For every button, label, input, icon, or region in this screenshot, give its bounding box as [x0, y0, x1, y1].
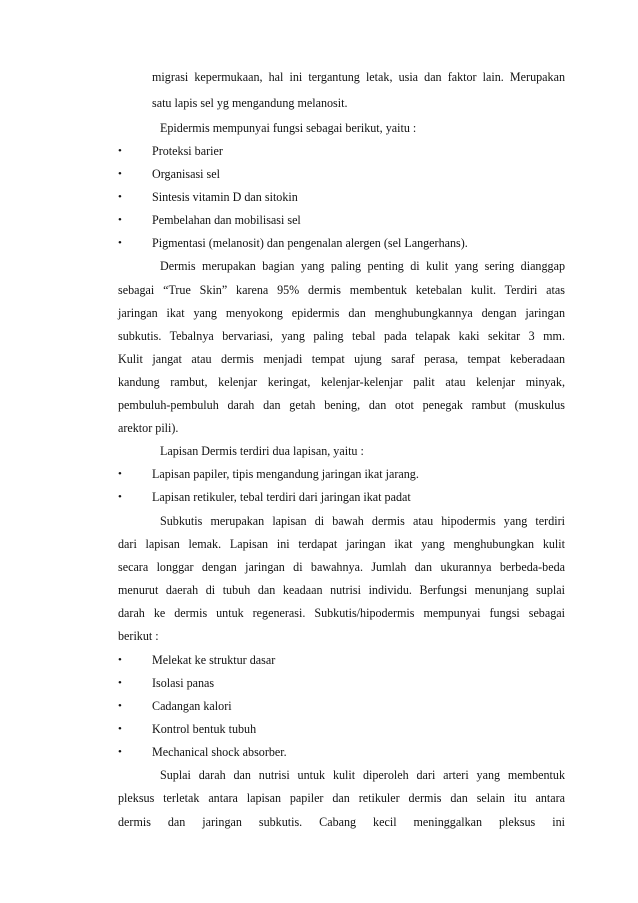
- paragraph-line: Dermis merupakan bagian yang paling penting di kulit yang sering dianggap: [160, 259, 565, 273]
- paragraph-line: Suplai darah dan nutrisi untuk kulit diperoleh dari arteri yang membentuk: [160, 768, 565, 782]
- list-item: Melekat ke struktur dasar: [152, 653, 276, 667]
- paragraph-line: arektor pili).: [118, 421, 179, 435]
- paragraph-line: dermis dan jaringan subkutis. Cabang kecil meninggalkan pleksus ini: [118, 815, 565, 829]
- bullet-icon: [118, 467, 128, 481]
- list-item: Lapisan retikuler, tebal terdiri dari jaringan ikat padat: [152, 490, 411, 504]
- paragraph-line: sebagai “True Skin” karena 95% dermis membentuk ketebalan kulit. Terdiri atas: [118, 283, 565, 297]
- list-item: Pembelahan dan mobilisasi sel: [152, 213, 301, 227]
- bullet-icon: [118, 699, 128, 713]
- bullet-icon: [118, 676, 128, 690]
- paragraph-line: kandung rambut, kelenjar keringat, kelenjar-kelenjar palit atau kelenjar minyak,: [118, 375, 565, 389]
- paragraph-line: pleksus terletak antara lapisan papiler dan retikuler dermis dan selain itu antara: [118, 791, 565, 805]
- bullet-icon: [118, 190, 128, 204]
- list-item: Isolasi panas: [152, 676, 215, 690]
- paragraph-line: pembuluh-pembuluh darah dan getah bening, dan otot penegak rambut (muskulus: [118, 398, 565, 412]
- bullet-icon: [118, 213, 128, 227]
- bullet-icon: [118, 144, 128, 158]
- paragraph-line: subkutis. Tebalnya bervariasi, yang paling tebal pada telapak kaki sekitar 3 mm.: [118, 329, 565, 343]
- bullet-icon: [118, 236, 128, 250]
- list-item: Sintesis vitamin D dan sitokin: [152, 190, 298, 204]
- dermis-layers-intro: Lapisan Dermis terdiri dua lapisan, yaitu :: [160, 444, 364, 458]
- list-item: Organisasi sel: [152, 167, 220, 181]
- bullet-icon: [118, 490, 128, 504]
- bullet-icon: [118, 167, 128, 181]
- paragraph-line: Kulit jangat atau dermis menjadi tempat ujung saraf perasa, tempat keberadaan: [118, 352, 565, 366]
- list-item: Pigmentasi (melanosit) dan pengenalan alergen (sel Langerhans).: [152, 236, 468, 250]
- paragraph-line: secara longgar dengan jaringan di bawahnya. Jumlah dan ukurannya berbeda-beda: [118, 560, 565, 574]
- paragraph-line: Subkutis merupakan lapisan di bawah dermis atau hipodermis yang terdiri: [160, 514, 565, 528]
- paragraph-line: dari lapisan lemak. Lapisan ini terdapat jaringan ikat yang menghubungkan kulit: [118, 537, 565, 551]
- bullet-icon: [118, 722, 128, 736]
- paragraph-line: berikut :: [118, 629, 159, 643]
- intro-line-1: migrasi kepermukaan, hal ini tergantung letak, usia dan faktor lain. Merupakan: [152, 70, 565, 84]
- list-item: Lapisan papiler, tipis mengandung jaringan ikat jarang.: [152, 467, 419, 481]
- list-item: Proteksi barier: [152, 144, 223, 158]
- list-item: Kontrol bentuk tubuh: [152, 722, 257, 736]
- paragraph-line: jaringan ikat yang menyokong epidermis dan menghubungkannya dengan jaringan: [118, 306, 565, 320]
- bullet-icon: [118, 653, 128, 667]
- paragraph-line: menurut daerah di tubuh dan keadaan nutrisi individu. Berfungsi menunjang suplai: [118, 583, 565, 597]
- paragraph-line: darah ke dermis untuk regenerasi. Subkutis/hipodermis mempunyai fungsi sebagai: [118, 606, 565, 620]
- list-item: Mechanical shock absorber.: [152, 745, 287, 759]
- list-item: Cadangan kalori: [152, 699, 232, 713]
- bullet-icon: [118, 745, 128, 759]
- intro-line-2: satu lapis sel yg mengandung melanosit.: [152, 96, 348, 110]
- epidermis-functions-intro: Epidermis mempunyai fungsi sebagai berikut, yaitu :: [160, 121, 417, 135]
